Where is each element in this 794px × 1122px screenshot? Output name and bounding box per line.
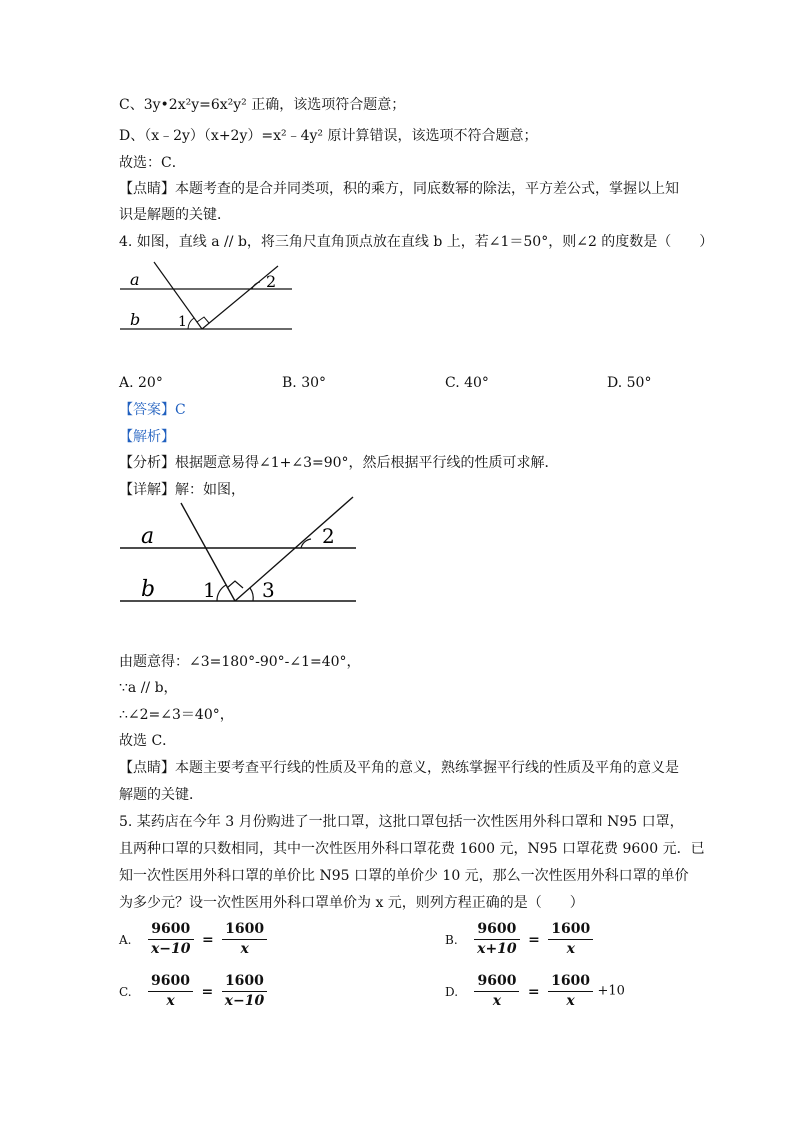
question-5-line-4: 为多少元？设一次性医用外科口罩单价为 x 元，则列方程正确的是（ ） (119, 895, 584, 911)
q5-a-frac-right (222, 920, 267, 959)
tip-2-b: 解题的关键． (119, 787, 203, 803)
choose-c-1: 故选：C． (119, 155, 186, 171)
q5-d-equals: = (527, 983, 540, 1000)
q5-option-c-label: C. (119, 984, 132, 999)
fig2-label-2: 2 (322, 524, 335, 548)
answer-line: 【答案】C (119, 402, 186, 418)
fig2-label-3: 3 (262, 578, 275, 602)
q4-option-a: A. 20° (119, 375, 163, 391)
q5-c-den-right: x−10 (224, 993, 265, 1009)
q5-b-num-right: 1600 (548, 920, 593, 940)
q5-b-num-left: 9600 (474, 920, 520, 940)
q5-a-equals: = (201, 931, 214, 948)
q5-d-den-left: x (492, 993, 502, 1009)
q5-b-frac-left (474, 920, 520, 959)
fig1-label-1: 1 (178, 314, 187, 330)
q5-d-den-right: x (566, 993, 575, 1009)
step-2: ∵a // b， (119, 680, 178, 696)
fig2-label-a: a (141, 524, 155, 549)
q5-d-frac-right (548, 972, 593, 1011)
figure-2 (115, 495, 365, 607)
question-5-line-3: 知一次性医用外科口罩的单价比 N95 口罩的单价少 10 元，那么一次性医用外科口罩的单价 (119, 868, 689, 884)
q5-a-den-right: x (240, 941, 249, 957)
tip-1-b: 识是解题的关键． (119, 207, 231, 223)
line-option-d: D、（x﹣2y）（x+2y）=x²﹣4y² 原计算错误，该选项不符合题意； (119, 128, 538, 144)
line-option-c: C、3y•2x²y=6x²y² 正确，该选项符合题意； (119, 97, 406, 113)
q5-d-frac-left (474, 972, 519, 1011)
q5-option-b (445, 920, 593, 959)
q5-option-c (119, 972, 267, 1011)
xiangjie-line: 【详解】解：如图， (119, 482, 245, 498)
fig2-label-b: b (141, 577, 156, 602)
q5-a-den-left: x−10 (150, 941, 191, 957)
q5-d-tail: +10 (597, 983, 625, 999)
q4-option-d: D. 50° (607, 375, 652, 391)
q5-b-den-left: x+10 (477, 941, 517, 957)
q5-b-den-right: x (566, 941, 575, 957)
q4-option-b: B. 30° (282, 375, 327, 391)
q5-a-frac-left (148, 920, 194, 959)
question-5-line-2: 且两种口罩的只数相同，其中一次性医用外科口罩花费 1600 元，N95 口罩花费 9600 元．已 (119, 841, 705, 857)
question-4: 4. 如图，直线 a // b，将三角尺直角顶点放在直线 b 上，若∠1＝50°，则∠2 的度数是（ ） (119, 234, 714, 250)
fig2-label-1: 1 (203, 578, 216, 602)
q5-d-num-left: 9600 (474, 972, 519, 992)
fig1-label-2: 2 (266, 272, 277, 291)
q5-b-equals: = (528, 931, 540, 948)
q5-c-den-left: x (166, 993, 175, 1009)
fig1-label-b: b (130, 310, 141, 329)
q5-option-a (119, 920, 267, 959)
q5-option-b-label: B. (445, 932, 458, 947)
q5-c-equals: = (201, 983, 214, 1000)
q5-a-num-left: 9600 (148, 920, 194, 940)
q5-c-frac-right (222, 972, 268, 1011)
choose-c-2: 故选 C． (119, 733, 177, 749)
figure-1 (110, 258, 300, 338)
tip-2-a: 【点睛】本题主要考查平行线的性质及平角的意义，熟练掌握平行线的性质及平角的意义是 (119, 760, 679, 776)
q4-option-c: C. 40° (445, 375, 489, 391)
fig1-label-a: a (130, 270, 140, 289)
analysis-heading: 【解析】 (119, 429, 175, 445)
q5-option-d (445, 972, 625, 1011)
q5-option-d-label: D. (445, 984, 459, 999)
q5-option-a-label: A. (119, 932, 132, 947)
q5-d-num-right: 1600 (548, 972, 593, 992)
step-3: ∴∠2=∠3＝40°， (119, 707, 234, 723)
q5-c-num-right: 1600 (222, 972, 268, 992)
q5-a-num-right: 1600 (222, 920, 267, 940)
tip-1-a: 【点睛】本题考查的是合并同类项，积的乘方，同底数幂的除法，平方差公式，掌握以上知 (119, 181, 679, 197)
q5-b-frac-right (548, 920, 593, 959)
q5-c-frac-left (148, 972, 193, 1011)
question-5-line-1: 5. 某药店在今年 3 月份购进了一批口罩，这批口罩包括一次性医用外科口罩和 N95 口罩， (119, 814, 684, 830)
fenxi-line: 【分析】根据题意易得∠1+∠3=90°，然后根据平行线的性质可求解． (119, 455, 559, 471)
q5-c-num-left: 9600 (148, 972, 193, 992)
step-1: 由题意得：∠3=180°-90°-∠1=40°， (119, 654, 361, 670)
